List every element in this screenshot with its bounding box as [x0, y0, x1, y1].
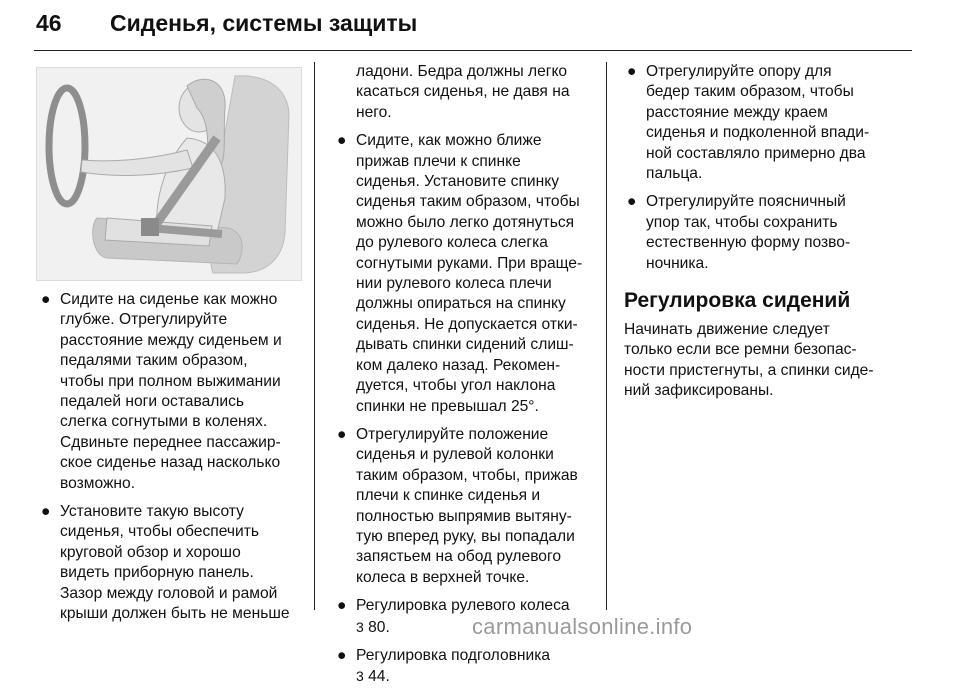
header-rule [34, 50, 912, 51]
text-line: ной составляло примерно два [646, 144, 866, 162]
text-line: ности пристегнуты, а спинки сиде- [624, 361, 874, 379]
text-line: пальца. [646, 165, 703, 183]
text-line: слегка согнутыми в коленях. [60, 413, 268, 431]
text-line: ское сиденье назад насколько [60, 454, 281, 472]
text-line: естественную форму позво- [646, 234, 851, 252]
text-line: Регулировка рулевого колеса [356, 597, 570, 615]
text-line: сиденья, чтобы обеспечить [60, 523, 259, 541]
text-line: касаться сиденья, не давя на [356, 83, 570, 101]
text-line: Зазор между головой и рамой [60, 584, 278, 602]
text-line: можно было легко дотянуться [356, 213, 575, 231]
page-arrow-icon: 3 [356, 668, 364, 685]
text-line: запястьем на обод рулевого [356, 548, 562, 566]
text-line: расстояние между краем [646, 103, 828, 121]
watermark: carmanualsonline.info [472, 614, 693, 639]
text-line: Отрегулируйте поясничный [646, 193, 846, 211]
text-line: сиденья. Установите спинку [356, 173, 560, 191]
bullet-item [334, 425, 604, 588]
column-2 [334, 62, 604, 696]
text-line: круговой обзор и хорошо [60, 543, 241, 561]
text-line: полностью выпрямив вытяну- [356, 507, 572, 525]
bullet-item [38, 290, 310, 494]
text-line: колеса в верхней точке. [356, 568, 530, 586]
text-line: крыши должен быть не меньше [60, 605, 290, 623]
text-line: ладони. Бедра должны легко [356, 63, 568, 80]
cross-reference-item [334, 646, 604, 688]
text-line: до рулевого колеса слегка [356, 234, 548, 252]
text-line: видеть приборную панель. [60, 564, 254, 582]
text-line: дывать спинки сидений слиш- [356, 336, 574, 354]
text-line: Отрегулируйте опору для [646, 63, 832, 80]
text-line: педалей ноги оставались [60, 393, 244, 411]
text-line: прижав плечи к спинке [356, 152, 521, 170]
text-line: упор так, чтобы сохранить [646, 213, 838, 231]
bullet-icon: ● [337, 646, 347, 664]
seat-posture-illustration [36, 67, 302, 281]
text-line: сиденья. Не допускается отки- [356, 315, 578, 333]
text-line: расстояние между сиденьем и [60, 331, 282, 349]
bullet-item [624, 62, 914, 184]
text-line: согнутыми руками. При враще- [356, 254, 583, 272]
column-divider-2 [606, 62, 607, 610]
bullet-icon: ● [337, 425, 347, 443]
text-line: плечи к спинке сиденья и [356, 487, 541, 505]
text-line: должны опираться на спинку [356, 295, 566, 313]
text-line: Начинать движение следует [624, 321, 830, 339]
text-line: тую вперед руку, вы попадали [356, 527, 575, 545]
page-title: Сиденья, системы защиты [110, 10, 418, 36]
bullet-icon: ● [337, 597, 347, 615]
column-3 [624, 62, 914, 402]
bullet-icon: ● [337, 132, 347, 150]
text-line: сиденья и рулевой колонки [356, 446, 554, 464]
text-line: сиденья и подколенной впади- [646, 124, 870, 142]
bullet-item [624, 192, 914, 274]
section-title: Регулировка сидений [624, 289, 851, 313]
bullet-item [38, 502, 310, 624]
text-line: педалями таким образом, [60, 352, 248, 370]
text-line: ний зафиксированы. [624, 382, 774, 400]
text-line: чтобы при полном выжимании [60, 372, 281, 390]
page-reference[interactable]: 80. [363, 618, 390, 636]
column-divider-1 [314, 62, 315, 610]
bullet-icon: ● [627, 63, 637, 80]
page-arrow-icon: 3 [356, 618, 364, 635]
text-line: спинки не превышал 25°. [356, 397, 539, 415]
text-line: возможно. [60, 474, 136, 492]
text-line: Сдвиньте переднее пассажир- [60, 433, 281, 451]
bullet-item [334, 131, 604, 417]
text-line: Отрегулируйте положение [356, 425, 549, 443]
page-reference[interactable]: 44. [363, 668, 390, 686]
bullet-icon: ● [41, 503, 51, 521]
section-text [624, 320, 914, 402]
text-line: сиденья таким образом, чтобы [356, 193, 580, 211]
driver-seated-icon [37, 68, 301, 280]
bullet-icon: ● [627, 193, 637, 211]
text-line: глубже. Отрегулируйте [60, 311, 228, 329]
text-line: Регулировка подголовника [356, 646, 551, 664]
continuation-text [356, 62, 604, 123]
text-line: Установите такую высоту [60, 503, 244, 521]
text-line: только если все ремни безопас- [624, 341, 857, 359]
text-line: ком далеко назад. Рекомен- [356, 356, 561, 374]
text-line: бедер таким образом, чтобы [646, 83, 854, 101]
text-line: ночника. [646, 254, 709, 272]
text-line: таким образом, чтобы, прижав [356, 466, 578, 484]
text-line: Сидите на сиденье как можно [60, 291, 278, 308]
page-number: 46 [36, 10, 62, 36]
text-line: него. [356, 103, 392, 121]
text-line: Сидите, как можно ближе [356, 132, 542, 150]
bullet-icon: ● [41, 291, 51, 308]
text-line: нии рулевого колеса плечи [356, 275, 552, 293]
column-1 [38, 290, 310, 633]
text-line: дуется, чтобы угол наклона [356, 377, 556, 395]
